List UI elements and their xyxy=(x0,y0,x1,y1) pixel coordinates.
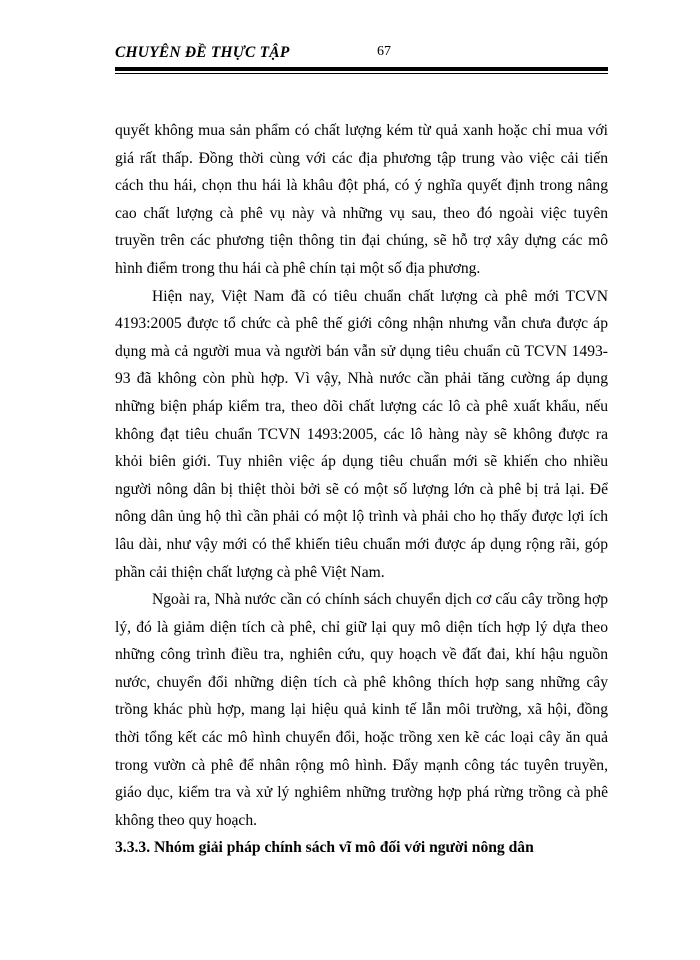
paragraph-crop-restructuring: Ngoài ra, Nhà nước cần có chính sách chuyển dịch cơ cấu cây trồng hợp lý, đó là giảm diện tích cà phê, chỉ giữ lại quy mô diện tích hợp lý dựa theo những công trình điều tra, nghiên cứu, quy hoạch về đất đai, khí hậu nguồn nước, chuyển đổi những diện tích cà phê không thích hợp sang những cây trồng khác phù hợp, mang lại hiệu quả kinh tế lẫn môi trường, xã hội, đồng thời tổng kết các mô hình chuyển đổi, hoặc trồng xen kẽ các loại cây ăn quả trong vườn cà phê để nhân rộng mô hình. Đẩy mạnh công tác tuyên truyền, giáo dục, kiểm tra và xử lý nghiêm những trường hợp phá rừng trồng cà phê không theo quy hoạch. xyxy=(115,591,608,829)
header-title: CHUYÊN ĐỀ THỰC TẬP xyxy=(115,44,290,61)
page-body xyxy=(115,117,608,862)
header-rule-thick xyxy=(115,67,608,71)
section-heading: 3.3.3. Nhóm giải pháp chính sách vĩ mô đối với người nông dân xyxy=(115,839,534,857)
header-rule-thin xyxy=(115,73,608,74)
page-number: 67 xyxy=(377,44,391,59)
paragraph-quality-standard: Hiện nay, Việt Nam đã có tiêu chuẩn chất lượng cà phê mới TCVN 4193:2005 được tổ chức cà phê thế giới công nhận nhưng vẫn chưa được áp dụng mà cả người mua và người bán vẫn sử dụng tiêu chuẩn cũ TCVN 1493-93 đã không còn phù hợp. Vì vậy, Nhà nước cần phải tăng cường áp dụng những biện pháp kiểm tra, theo dõi chất lượng các lô cà phê xuất khẩu, nếu không đạt tiêu chuẩn TCVN 1493:2005, các lô hàng này sẽ không được ra khỏi biên giới. Tuy nhiên việc áp dụng tiêu chuẩn mới sẽ khiến cho nhiều người nông dân bị thiệt thòi bởi sẽ có một số lượng lớn cà phê bị trả lại. Để nông dân ủng hộ thì cần phải có một lộ trình và phải cho họ thấy được lợi ích lâu dài, như vậy mới có thể khiến tiêu chuẩn mới được áp dụng rộng rãi, góp phần cải thiện chất lượng cà phê Việt Nam. xyxy=(115,287,608,581)
paragraph-continuation: quyết không mua sản phẩm có chất lượng kém từ quả xanh hoặc chỉ mua với giá rất thấp. Đồng thời cùng với các địa phương tập trung vào việc cải tiến cách thu hái, chọn thu hái là khâu đột phá, có ý nghĩa quyết định trong nâng cao chất lượng cà phê vụ này và những vụ sau, theo đó ngoài việc tuyên truyền trên các phương tiện thông tin đại chúng, sẽ hỗ trợ xây dựng các mô hình điểm trong thu hái cà phê chín tại một số địa phương. xyxy=(115,122,608,277)
